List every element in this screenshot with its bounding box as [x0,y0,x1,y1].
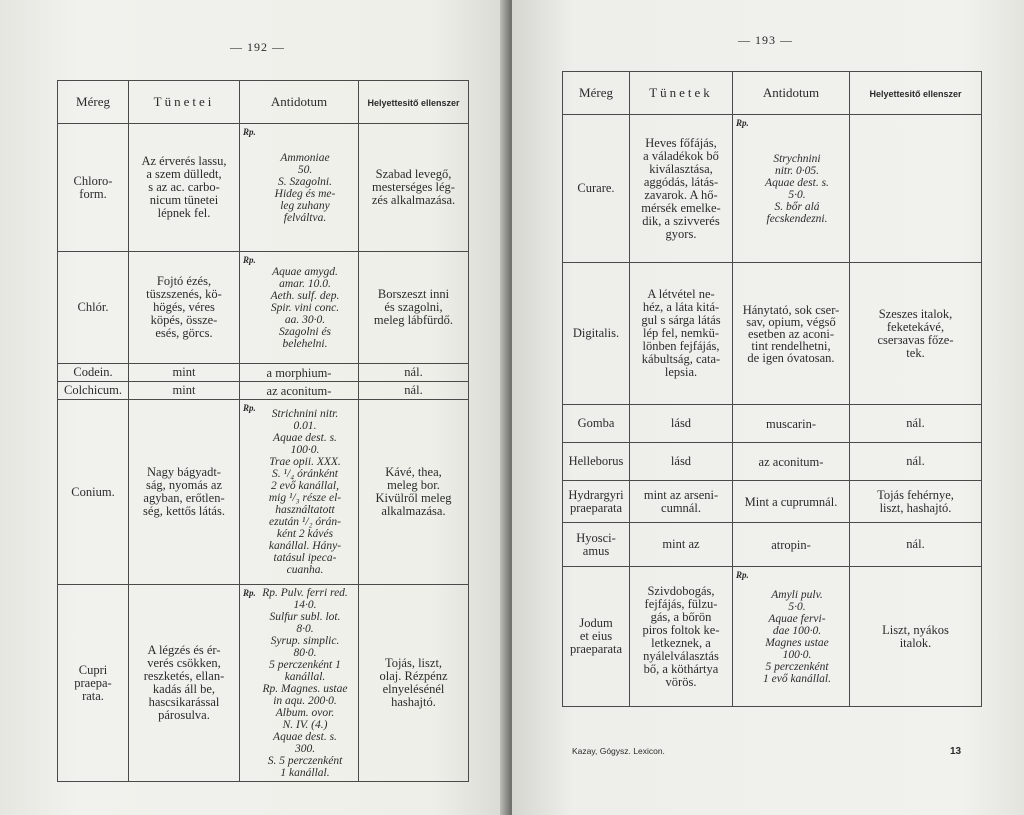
cell-line: Cupri [78,662,108,677]
symptoms-cell [129,400,240,585]
substitute-antidote-cell [850,443,982,481]
table-row [563,443,982,481]
table-row [563,115,982,263]
table-row [563,481,982,523]
cell-line: hascsikarással [148,695,220,709]
cell-line: lép fel, nemkü- [642,326,719,340]
cell-line: sav, opium, végső [746,314,836,329]
cell-line: leg zuhany [280,199,330,212]
cell-line: kadás áll be, [152,682,216,696]
cell-line: Digitalis. [572,326,620,340]
page-number: — 192 — [230,40,285,54]
cell-line: Spir. vini conc. [270,301,340,314]
table-row [563,405,982,443]
cell-line: tatásul ipeca- [273,552,337,564]
cell-line: mint az [662,537,700,551]
cell-line: tek. [906,345,925,360]
cell-line: piros foltok ke- [642,622,720,637]
footer-source: Kazay, Gógysz. Lexicon. [572,746,665,756]
symptoms-cell [129,364,240,382]
cell-line: Hydrargyri [568,487,624,502]
header-mereg: Méreg [563,72,630,115]
substitute-antidote-cell [850,263,982,405]
cell-line: Aquae dest. s. [273,432,337,444]
recipe-mark: Rp. [243,127,256,137]
left-page [0,0,508,815]
cell-line: Liszt, nyákos [882,622,949,637]
cell-line: Conium. [71,484,115,499]
cell-line: hashajtó. [391,695,436,709]
substitute-antidote-cell [850,523,982,567]
cell-line: form. [79,186,107,201]
substitute-antidote-cell [359,252,469,364]
cell-line: mesterséges lég- [372,180,455,194]
cell-line: lépnek fel. [157,206,211,220]
cell-line: Chloro- [73,173,113,188]
cell-line: Album. ovor. [275,707,335,719]
substitute-antidote-cell [359,585,469,782]
cell-line: Aeth. sulf. dep. [270,289,340,302]
recipe-mark: Rp. [243,403,256,413]
cell-line: 1 evő kanállal. [762,672,832,685]
cell-line: 0.01. [293,420,317,432]
substitute-antidote-cell [359,364,469,382]
poison-name-cell [563,481,630,523]
antidote-cell: muscarin- [733,405,850,443]
cell-line: lásd [670,454,692,468]
substitute-antidote-cell [850,115,982,263]
cell-line: bő, a köthártya [643,661,719,676]
cell-line: kanállal. [284,671,326,683]
antidote-prescription-cell [733,567,850,707]
cell-line: S. ¹/₄ óránként [272,468,338,480]
cell-line: in aqu. 200·0. [273,695,337,707]
poison-name-cell [563,405,630,443]
poison-name-cell [58,364,129,382]
cell-line: zavarok. A hő- [644,187,718,202]
antidote-cell: az aconitum- [240,382,359,400]
cell-line: Gomba [577,416,615,430]
table-row [58,364,469,382]
cell-line: felváltva. [283,211,327,224]
cell-line: Borszeszt inni [377,287,450,301]
cell-line: 5 perczenként 1 [269,659,341,671]
cell-line: Magnes ustae [765,636,829,649]
cell-line: ezután ¹/₂ órán- [269,516,341,528]
cell-line: praepa- [74,675,112,690]
cell-line: dae 100·0. [772,624,822,637]
cell-line: högés, véres [153,300,215,314]
cell-line: Hyosci- [576,530,616,545]
cell-line: nál. [404,383,423,397]
cell-line: Szabad levegő, [375,167,452,181]
header-antidotum: Antidotum [240,81,359,124]
cell-line: cserзavas főze- [877,332,954,347]
recipe-mark: Rp. [243,255,256,265]
cell-line: S. 5 perczenként [267,755,343,767]
poison-name-cell [563,263,630,405]
antidote-cell: a morphium- [240,364,359,382]
cell-line: gás, a bőrön [650,609,712,624]
cell-line: mig ¹/₃ része el- [268,492,342,504]
cell-line: meleg bor. [387,478,440,492]
cell-line: N. IV. (4.) [282,719,328,731]
cell-line: Fojtó ézés, [156,274,212,288]
poison-table [57,80,469,782]
cell-line: Az érverés lassu, [141,154,227,168]
footer-signature-number: 13 [950,746,962,757]
cell-line: Kávé, thea, [385,465,442,479]
cell-line: lepsia. [664,365,698,379]
cell-line: Codein. [73,365,113,379]
symptoms-cell [630,115,733,263]
cell-line: Jodum [579,616,613,630]
table-row [563,263,982,405]
substitute-antidote-cell [850,405,982,443]
cell-line: mint az arseni- [643,487,719,502]
table-row [58,382,469,400]
cell-line: nál. [906,537,925,551]
cell-line: 14·0. [293,599,317,611]
header-helyettesito: Helyettesitő ellenszer [359,81,469,124]
antidote-prescription-cell [733,115,850,263]
cell-line: de igen óvatosan. [747,350,835,365]
cell-line: Strichnini nitr. [271,408,339,420]
poison-name-cell [563,567,630,707]
cell-line: mint [172,383,196,397]
header-tunetei: Tünetei [129,81,240,124]
cell-line: Rp. Magnes. ustae [262,683,348,695]
cell-line: A létvétel ne- [647,287,715,301]
cell-line: Aquae dest. s. [765,176,829,189]
symptoms-cell [129,252,240,364]
poison-name-cell [563,443,630,481]
cell-line: Tojás, liszt, [384,656,443,670]
cell-line: praeparata [569,500,623,515]
cell-line: amus [582,543,610,558]
symptoms-cell [630,481,733,523]
cell-line: Nagy bágyadt- [147,465,221,479]
cell-line: Kivülről meleg [375,491,452,505]
cell-line: aggódás, látás- [643,174,719,189]
cell-line: héz, a láta kitá- [642,300,720,314]
symptoms-cell [129,124,240,252]
cell-line: 80·0. [293,647,317,659]
cell-line: 5·0. [788,188,806,201]
cell-line: gyors. [665,226,697,241]
substitute-antidote-cell [359,382,469,400]
poison-name-cell [58,382,129,400]
cell-line: cuanha. [286,564,324,576]
cell-line: lönben fejfájás, [642,339,720,353]
cell-line: Szeszes italok, [878,306,953,321]
symptoms-cell [129,585,240,782]
cell-line: elnyelésénél [382,682,445,696]
poison-name-cell [58,585,129,782]
antidote-cell: atropin- [733,523,850,567]
table-row [58,400,469,585]
header-helyettesito: Helyettesitő ellenszer [850,72,982,115]
cell-line: nitr. 0·05. [774,164,820,177]
cell-line: zés alkalmazása. [371,193,456,207]
cell-line: köpés, össze- [150,313,218,327]
cell-line: agyban, erőtlen- [143,491,225,505]
cell-line: S. bőr alá [774,200,820,213]
substitute-antidote-cell [359,124,469,252]
cell-line: 1 kanállal. [280,767,330,779]
cell-line: A légzés és ér- [147,643,221,657]
cell-line: Aquae amygd. [272,265,338,278]
antidote-cell: az aconitum- [733,443,850,481]
cell-line: lásd [670,416,692,430]
cell-line: S. Szagolni. [278,175,332,188]
poison-table [562,71,982,707]
cell-line: mérsék emelke- [641,200,721,215]
antidote-prescription-cell [240,124,359,252]
antidote-prescription-cell [240,585,359,782]
antidote-cell: Mint a cuprumnál. [733,481,850,523]
poison-name-cell [563,523,630,567]
poison-name-cell [58,400,129,585]
header-tunetek: Tünetek [630,72,733,115]
antidote-cell [733,263,850,405]
cell-line: használtatott [275,504,335,516]
cell-line: 2 evő kanállal, [270,480,340,492]
cell-line: Hánytató, sok cser- [742,302,840,317]
substitute-antidote-cell [850,481,982,523]
table-row [58,585,469,782]
cell-line: praeparata [569,642,623,656]
cell-line: Szagolni és [278,325,332,338]
poison-name-cell [58,124,129,252]
header-antidotum: Antidotum [733,72,850,115]
cell-line: Szivdobogás, [647,583,715,598]
cell-line: Tojás fehérnye, [877,487,954,502]
table-row [58,124,469,252]
cell-line: rata. [82,688,104,703]
cell-line: nál. [906,454,925,468]
cell-line: ság, nyomás az [145,478,223,492]
cell-line: alkalmazása. [381,504,446,518]
cell-line: nál. [906,416,925,430]
cell-line: Syrup. simplic. [270,635,340,647]
cell-line: kiválasztása, [649,161,713,176]
antidote-prescription-cell [240,400,359,585]
cell-line: nál. [404,365,423,379]
table-row [58,252,469,364]
cell-line: párosulva. [158,708,210,722]
cell-line: Rp. Pulv. ferri red. [262,587,348,599]
cell-line: kanállal. Hány- [268,540,342,552]
right-page [512,0,1024,815]
cell-line: Sulfur subl. lot. [269,611,341,623]
poison-name-cell [563,115,630,263]
cell-line: letkeznek, a [651,635,711,650]
symptoms-cell [630,405,733,443]
cell-line: amar. 10.0. [279,277,331,290]
table-row [563,523,982,567]
cell-line: 100·0. [782,648,812,661]
antidote-prescription-cell [240,252,359,364]
symptoms-cell [630,443,733,481]
substitute-antidote-cell [359,400,469,585]
cell-line: Chlór. [77,300,109,314]
symptoms-cell [129,382,240,400]
cell-line: dik, a szivverés [642,213,720,228]
substitute-antidote-cell [850,567,982,707]
page-number: — 193 — [738,33,793,47]
cell-line: esés, görcs. [155,326,213,340]
cell-line: italok. [899,635,932,650]
cell-line: a váladékok bő [643,148,719,163]
cell-line: mint [172,365,196,379]
table-header-row [58,81,469,124]
cell-line: Colchicum. [64,383,122,397]
cell-line: a szem dülledt, [146,167,222,181]
cell-line: nyálelválasztás [643,648,719,663]
cell-line: 50. [297,163,313,176]
cell-line: olaj. Rézpénz [379,669,448,683]
cell-line: aa. 30·0. [284,313,326,326]
cell-line: Helleborus [568,454,624,468]
cell-line: 100·0. [290,444,320,456]
cell-line: fecskendezni. [766,212,828,225]
cell-line: 5·0. [788,600,806,613]
symptoms-cell [630,567,733,707]
symptoms-cell [630,523,733,567]
cell-line: és szagolni, [384,300,443,314]
cell-line: 5 perczenként [765,660,829,673]
table-header-row [563,72,982,115]
cell-line: 300. [294,743,316,755]
cell-line: tint rendelhetni, [751,338,831,353]
cell-line: Trae opii. XXX. [269,456,341,468]
cell-line: liszt, hashajtó. [879,500,952,515]
cell-line: Heves főfájás, [645,135,717,150]
cell-line: Strychnini [773,152,821,165]
cell-line: Aquae dest. s. [273,731,337,743]
header-mereg: Méreg [58,81,129,124]
cell-line: Hideg és me- [274,187,336,200]
cell-line: reszketés, ellan- [143,669,225,683]
cell-line: vörös. [665,674,697,689]
cell-line: nicum tünetei [149,193,219,207]
cell-line: meleg lábfürdő. [373,313,454,327]
cell-line: 8·0. [296,623,314,635]
cell-line: feketekávé, [886,319,945,334]
recipe-mark: Rp. [736,570,749,580]
cell-line: gul s sárga látás [641,313,721,327]
cell-line: fejfájás, fülzu- [644,596,718,611]
cell-line: verés csökken, [147,656,221,670]
cell-line: s az ac. carbo- [148,180,220,194]
cell-line: tüszszenés, kö- [146,287,222,301]
table-row [563,567,982,707]
symptoms-cell [630,263,733,405]
cell-line: et eius [579,629,613,643]
recipe-mark: Rp. [736,118,749,128]
recipe-mark: Rp. [243,588,256,598]
cell-line: kábultság, cata- [641,352,721,366]
cell-line: ként 2 kávés [276,528,334,540]
cell-line: cumnál. [661,500,701,515]
cell-line: Curare. [577,181,615,195]
cell-line: belehelni. [282,337,328,350]
cell-line: Ammoniae [280,151,330,164]
cell-line: ség, kettős látás. [143,504,225,518]
cell-line: esetben az aconi- [747,326,835,341]
cell-line: Aquae fervi- [768,612,826,625]
cell-line: Amyli pulv. [771,588,823,601]
poison-name-cell [58,252,129,364]
